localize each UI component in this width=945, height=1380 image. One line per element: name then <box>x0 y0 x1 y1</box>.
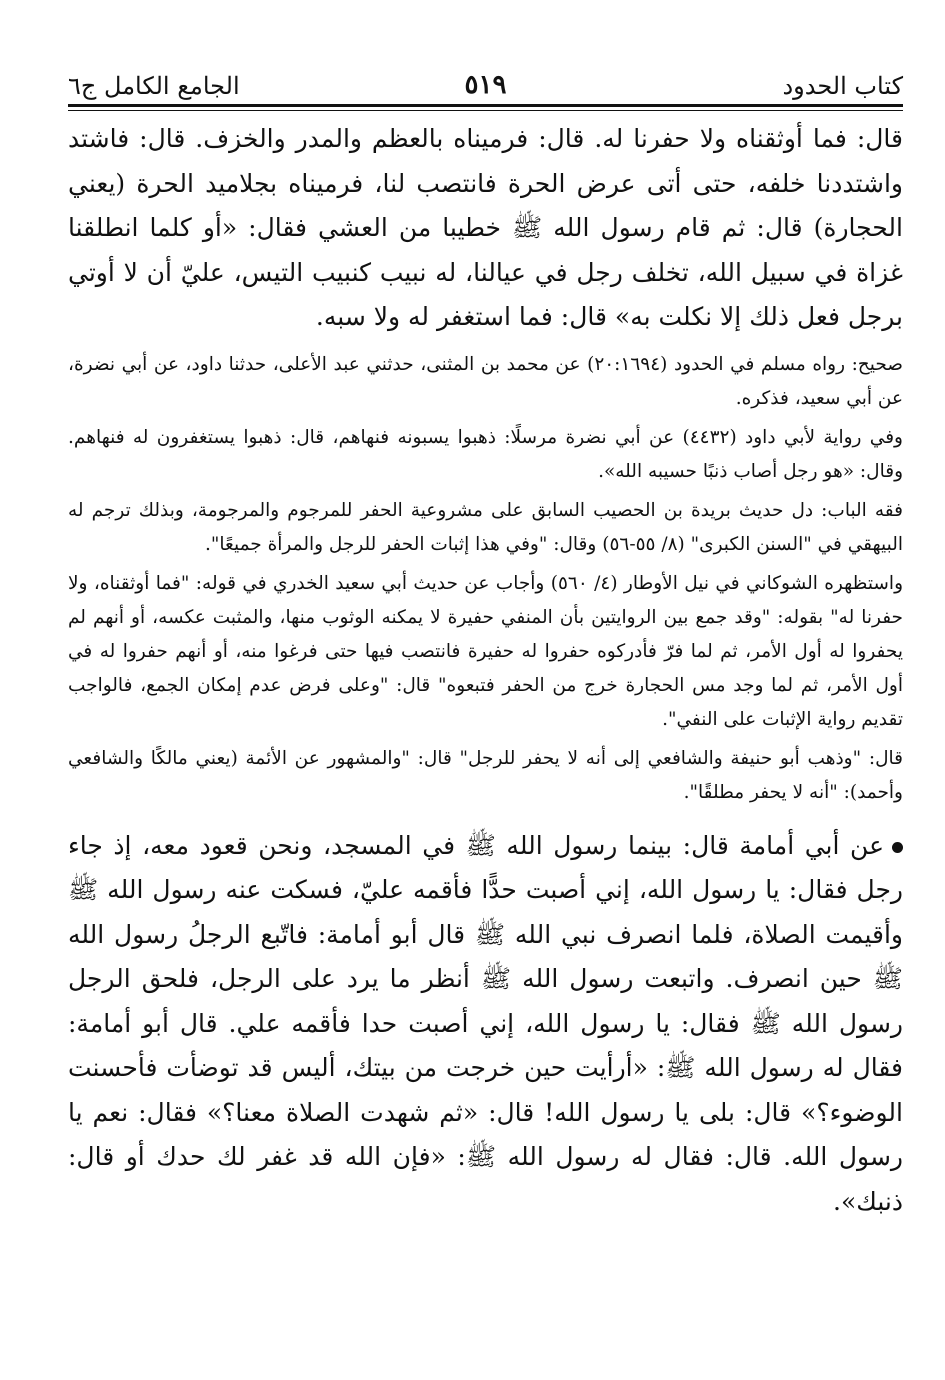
page-header <box>68 58 903 104</box>
page <box>68 58 903 1350</box>
bullet-icon <box>892 842 903 853</box>
page-number: ٥١٩ <box>464 70 507 100</box>
header-book-title: الجامع الكامل ج٦ <box>68 72 240 100</box>
hadith-text-abu-umama <box>68 824 903 1225</box>
fiqh-paragraph: فقه الباب: دل حديث بريدة بن الحصيب السابق على مشروعية الحفر للمرجوم والمرجومة، وبذلك ترجم له البيهقي في "السنن الكبرى" (٨/ ٥٥-٥٦) وقال: "وفي هذا إثبات الحفر للرجل والمرأة جميعًا". <box>68 499 903 555</box>
page-content <box>68 117 903 1224</box>
header-rule-thick <box>68 104 903 107</box>
riwaya-paragraph: وفي رواية لأبي داود (٤٤٣٢) عن أبي نضرة مرسلًا: ذهبوا يسبونه فنهاهم، قال: ذهبوا يستغفرون له فنهاهم. وقال: «هو رجل أصاب ذنبًا حسيبه الله». <box>68 426 903 482</box>
commentary <box>68 348 903 810</box>
header-section-title: كتاب الحدود <box>782 72 903 100</box>
hadith-paragraph: قال: فما أوثقناه ولا حفرنا له. قال: فرميناه بالعظم والمدر والخزف. قال: فاشتد واشتددنا خلفه، حتى أتى عرض الحرة فانتصب لنا، فرميناه بجلاميد الحرة (يعني الحجارة) قال: ثم قام رسول الله ﷺ خطيبا من العشي فقال: «أو كلما انطلقنا غزاة في سبيل الله، تخلف رجل في عيالنا، له نبيب كنبيب التيس، عليّ أن لا أوتي برجل فعل ذلك إلا نكلت به» قال: فما استغفر له ولا سبه. <box>68 124 903 331</box>
shawkani-paragraph: واستظهره الشوكاني في نيل الأوطار (٤/ ٥٦٠) وأجاب عن حديث أبي سعيد الخدري في قوله: "فما أوثقناه، ولا حفرنا له" بقوله: "وقد جمع بين الروايتين بأن المنفي حفيرة لا يمكنه الوثوب منها، والمثبت عكسه، أو أنهم لم يحفروا له أول الأمر، ثم لما فرّ فأدركوه حفروا له حفيرة فانتصب فيها حتى فرغوا منه، أو أنهم حفروا له في أول الأمر، ثم لما وجد مس الحجارة خرج من الحفر فتبعوه" قال: "وعلى فرض عدم إمكان الجمع، فالواجب تقديم رواية الإثبات على النفي". <box>68 572 904 730</box>
madhahib-paragraph: قال: "وذهب أبو حنيفة والشافعي إلى أنه لا يحفر للرجل" قال: "والمشهور عن الأئمة (يعني مالكًا والشافعي وأحمد): "أنه لا يحفر مطلقًا". <box>68 747 903 803</box>
takhrij-paragraph: صحيح: رواه مسلم في الحدود (٢٠:١٦٩٤) عن محمد بن المثنى، حدثني عبد الأعلى، حدثنا داود، عن أبي نضرة، عن أبي سعيد، فذكره. <box>68 353 903 409</box>
hadith-paragraph-2: عن أبي أمامة قال: بينما رسول الله ﷺ في المسجد، ونحن قعود معه، إذ جاء رجل فقال: يا رسول الله، إني أصبت حدًّا فأقمه عليّ، فسكت عنه رسول الله ﷺ وأقيمت الصلاة، فلما انصرف نبي الله ﷺ قال أبو أمامة: فاتّبع الرجلُ رسول الله ﷺ حين انصرف. واتبعت رسول الله ﷺ أنظر ما يرد على الرجل، فلحق الرجل رسول الله ﷺ فقال: يا رسول الله، إني أصبت حدا فأقمه علي. قال أبو أمامة: فقال له رسول الله ﷺ: «أرأيت حين خرجت من بيتك، أليس قد توضأت فأحسنت الوضوء؟» قال: بلى يا رسول الله! قال: «ثم شهدت الصلاة معنا؟» فقال: نعم يا رسول الله. قال: فقال له رسول الله ﷺ: «فإن الله قد غفر لك حدك أو قال: ذنبك». <box>68 830 903 1216</box>
hadith-text-continued <box>68 117 903 340</box>
header-rule-thin <box>68 110 903 111</box>
hadith-entry <box>68 824 903 1225</box>
